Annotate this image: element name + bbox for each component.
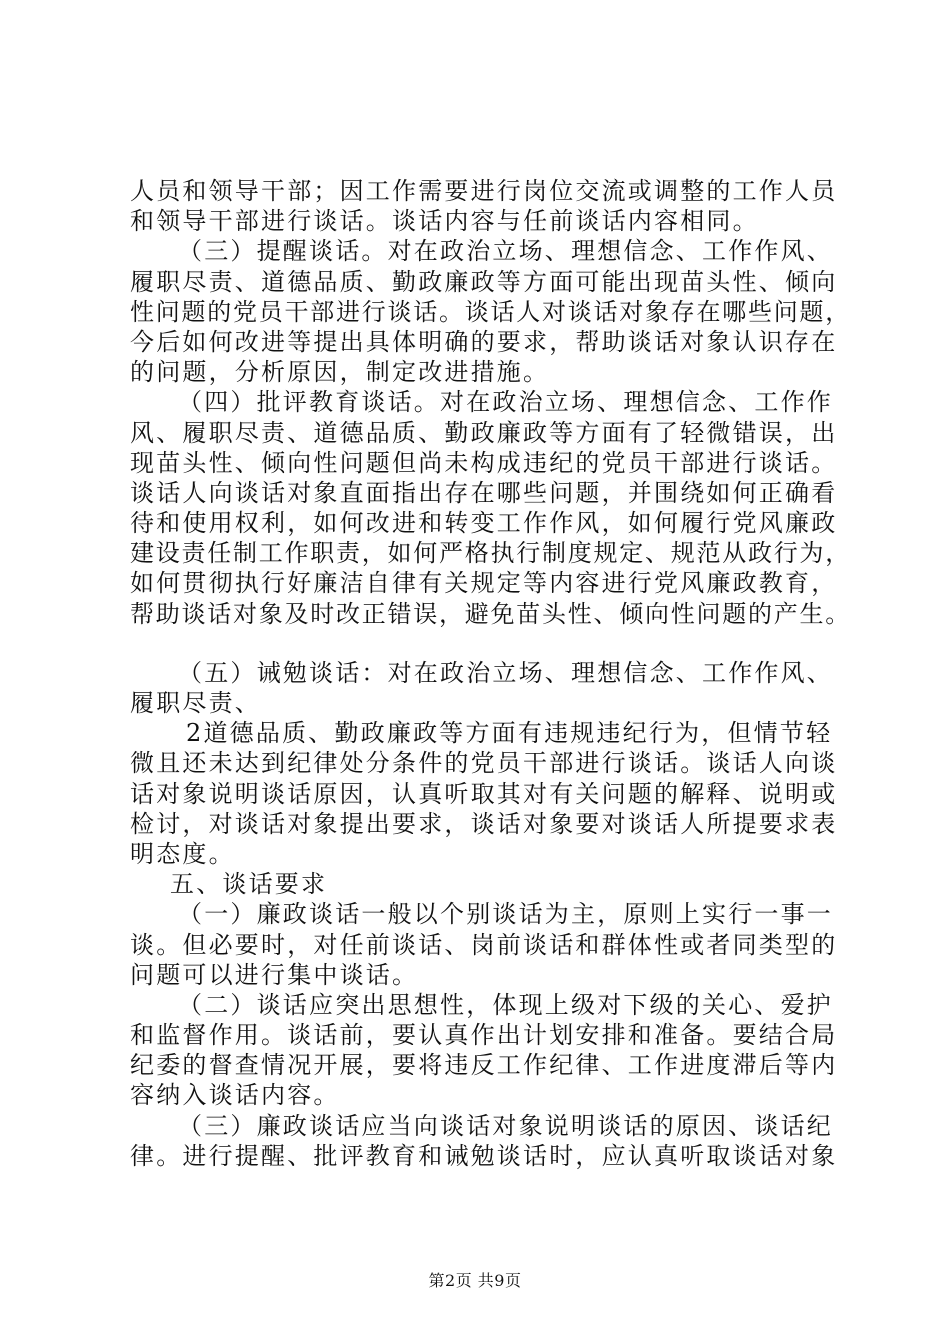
- text-line: 谈话人向谈话对象直面指出存在哪些问题，并围绕如何正确看: [130, 478, 838, 507]
- text-line: 容纳入谈话内容。: [130, 1081, 340, 1110]
- text-line: 问题可以进行集中谈话。: [130, 960, 419, 989]
- text-line: 风、履职尽责、道德品质、勤政廉政等方面有了轻微错误，出: [130, 418, 838, 447]
- text-line: 人员和领导干部；因工作需要进行岗位交流或调整的工作人员: [130, 177, 838, 205]
- text-line: （三）提醒谈话。对在政治立场、理想信念、工作作风、: [178, 237, 833, 266]
- text-line: 2道德品质、勤政廉政等方面有违规违纪行为，但情节轻: [186, 719, 833, 748]
- text-line: 检讨，对谈话对象提出要求，谈话对象要对谈话人所提要求表: [130, 809, 838, 838]
- text-line: 履职尽责、: [130, 689, 261, 717]
- text-line: 明态度。: [130, 839, 235, 868]
- text-line: 微且还未达到纪律处分条件的党员干部进行谈话。谈话人向谈: [130, 749, 838, 778]
- text-line: 的问题，分析原因，制定改进措施。: [130, 358, 550, 387]
- text-line: 帮助谈话对象及时改正错误，避免苗头性、倾向性问题的产生。: [130, 599, 851, 628]
- text-line: 如何贯彻执行好廉洁自律有关规定等内容进行党风廉政教育，: [130, 569, 838, 598]
- page-footer: 第2页 共9页: [428, 1271, 522, 1290]
- document-body: [130, 176, 852, 1171]
- text-line: 五、谈话要求: [170, 870, 328, 899]
- text-line: （五）诫勉谈话：对在政治立场、理想信念、工作作风、: [178, 658, 833, 687]
- text-line: 和领导干部进行谈话。谈话内容与任前谈话内容相同。: [130, 207, 759, 236]
- text-line: 和监督作用。谈话前，要认真作出计划安排和准备。要结合局: [130, 1021, 838, 1050]
- text-line: 待和使用权利，如何改进和转变工作作风，如何履行党风廉政: [130, 509, 838, 538]
- text-line: 律。进行提醒、批评教育和诫勉谈话时，应认真听取谈话对象: [130, 1141, 838, 1170]
- text-line: 性问题的党员干部进行谈话。谈话人对谈话对象存在哪些问题，: [130, 297, 851, 326]
- text-line: （三）廉政谈话应当向谈话对象说明谈话的原因、谈话纪: [178, 1111, 833, 1140]
- paragraph-gap: [130, 629, 852, 658]
- text-line: （一）廉政谈话一般以个别谈话为主，原则上实行一事一: [178, 900, 833, 929]
- text-line: 话对象说明谈话原因，认真听取其对有关问题的解释、说明或: [130, 779, 838, 808]
- text-line: 纪委的督查情况开展，要将违反工作纪律、工作进度滞后等内: [130, 1051, 838, 1080]
- text-line: 谈。但必要时，对任前谈话、岗前谈话和群体性或者同类型的: [130, 930, 838, 959]
- text-line: 今后如何改进等提出具体明确的要求，帮助谈话对象认识存在: [130, 327, 838, 356]
- text-line: 现苗头性、倾向性问题但尚未构成违纪的党员干部进行谈话。: [130, 448, 838, 477]
- text-line: 建设责任制工作职责，如何严格执行制度规定、规范从政行为，: [130, 539, 851, 568]
- text-line: （四）批评教育谈话。对在政治立场、理想信念、工作作: [178, 388, 833, 417]
- text-line: （二）谈话应突出思想性，体现上级对下级的关心、爱护: [178, 990, 833, 1019]
- text-line: 履职尽责、道德品质、勤政廉政等方面可能出现苗头性、倾向: [130, 267, 838, 296]
